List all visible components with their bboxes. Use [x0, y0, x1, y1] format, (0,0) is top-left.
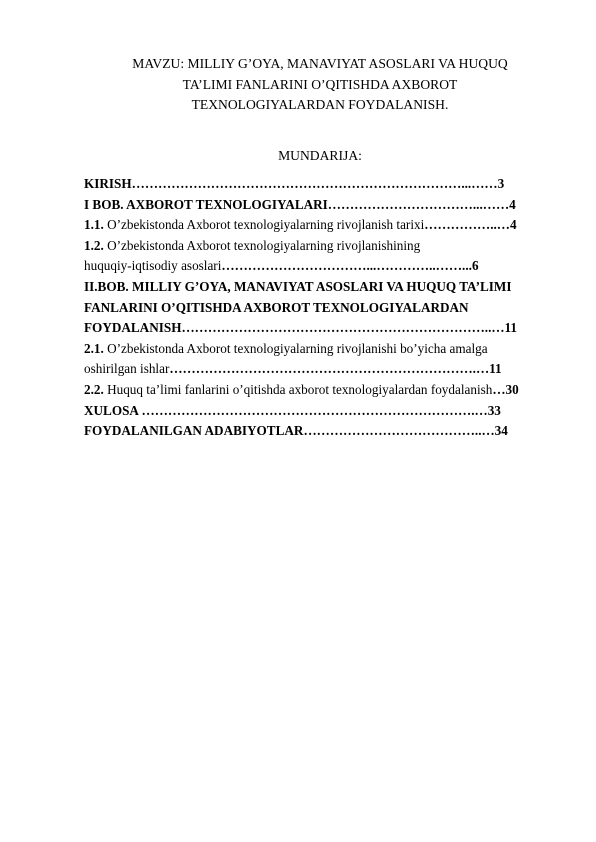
toc-dot-leader: ………………………………………………………………….…: [141, 402, 488, 418]
toc-entry-title: O’zbekistonda Axborot texnologiyalarning rivojlanish tarixi: [103, 217, 425, 233]
document-title: [60, 54, 580, 116]
toc-dot-leader: …: [492, 381, 506, 397]
toc-entry-title: O’zbekistonda Axborot texnologiyalarning rivojlanishi bo’yicha amalga: [103, 340, 488, 356]
toc-entry-section-2-2: [84, 380, 546, 401]
toc-entry-section-1-2: [84, 236, 546, 257]
toc-dot-leader: ……………………………...……: [327, 196, 510, 212]
toc-page-number: 11: [504, 320, 518, 336]
title-line-1: MAVZU: MILLIY G’OYA, MANAVIYAT ASOSLARI VA HUQUQ: [132, 56, 508, 71]
toc-entry-kirish: [84, 174, 546, 195]
toc-entry-title: oshirilgan ishlar: [84, 361, 170, 377]
toc-entry-section-2-1: [84, 339, 546, 360]
toc-dot-leader: …………………………………..…: [303, 423, 495, 439]
toc-section-number: 2.2.: [84, 381, 104, 397]
toc-entry-title: Huquq ta’limi fanlarini o’qitishda axborot texnologiyalardan foydalanish: [103, 381, 493, 397]
toc-entry-chapter-1: [84, 195, 546, 216]
table-of-contents: [84, 174, 546, 442]
toc-entry-section-2-1-continued: [84, 359, 546, 380]
toc-entry-title: XULOSA: [84, 402, 142, 418]
toc-entry-title: FANLARINI O’QITISHDA AXBOROT TEXNOLOGIYALARDAN: [84, 299, 469, 315]
toc-page-number: 4: [509, 217, 517, 233]
toc-entry-title: I BOB. AXBOROT TEXNOLOGIYALARI: [84, 196, 328, 212]
toc-entry-title: FOYDALANISH: [84, 320, 182, 336]
toc-page-number: 34: [494, 423, 508, 439]
toc-section-number: 1.1.: [84, 217, 104, 233]
toc-page-number: 4: [509, 196, 516, 212]
toc-dot-leader: …………………………………………………………………...……: [131, 176, 498, 191]
toc-entry-title: FOYDALANILGAN ADABIYOTLAR: [84, 423, 304, 439]
toc-dot-leader: …………………………………………………………….…: [169, 361, 490, 377]
toc-page-number: 11: [489, 361, 502, 377]
toc-entry-bibliography: [84, 421, 546, 442]
title-line-2: TA’LIMI FANLARINI O’QITISHDA AXBOROT: [182, 76, 458, 92]
toc-page-number: 3: [497, 176, 505, 191]
toc-dot-leader: ……………..…: [424, 217, 510, 233]
toc-entry-title: O’zbekistonda Axborot texnologiyalarning rivojlanishining: [103, 237, 421, 253]
toc-page-number: 6: [471, 258, 479, 274]
toc-entry-chapter-2-continued: [84, 298, 546, 319]
toc-entry-title: II.BOB. MILLIY G’OYA, MANAVIYAT ASOSLARI VA HUQUQ TA’LIMI: [84, 278, 512, 294]
toc-entry-title: KIRISH: [84, 176, 132, 191]
toc-section-number: 2.1.: [84, 340, 104, 356]
toc-entry-section-1-2-continued: [84, 256, 546, 277]
toc-dot-leader: ……………………………………………………………..…: [181, 320, 505, 336]
toc-entry-section-1-1: [84, 215, 546, 236]
toc-entry-chapter-2: [84, 277, 546, 298]
toc-entry-title: huquqiy-iqtisodiy asoslari: [84, 258, 222, 274]
toc-entry-chapter-2-end: [84, 318, 546, 339]
toc-page-number: 33: [487, 402, 501, 418]
toc-entry-xulosa: [84, 401, 546, 422]
toc-heading: MUNDARIJA:: [278, 148, 362, 163]
toc-dot-leader: ……………………………...…………..……...: [221, 258, 472, 274]
toc-page-number: 30: [505, 381, 519, 397]
toc-section-number: 1.2.: [84, 237, 104, 253]
title-line-3: TEXNOLOGIYALARDAN FOYDALANISH.: [191, 97, 449, 112]
